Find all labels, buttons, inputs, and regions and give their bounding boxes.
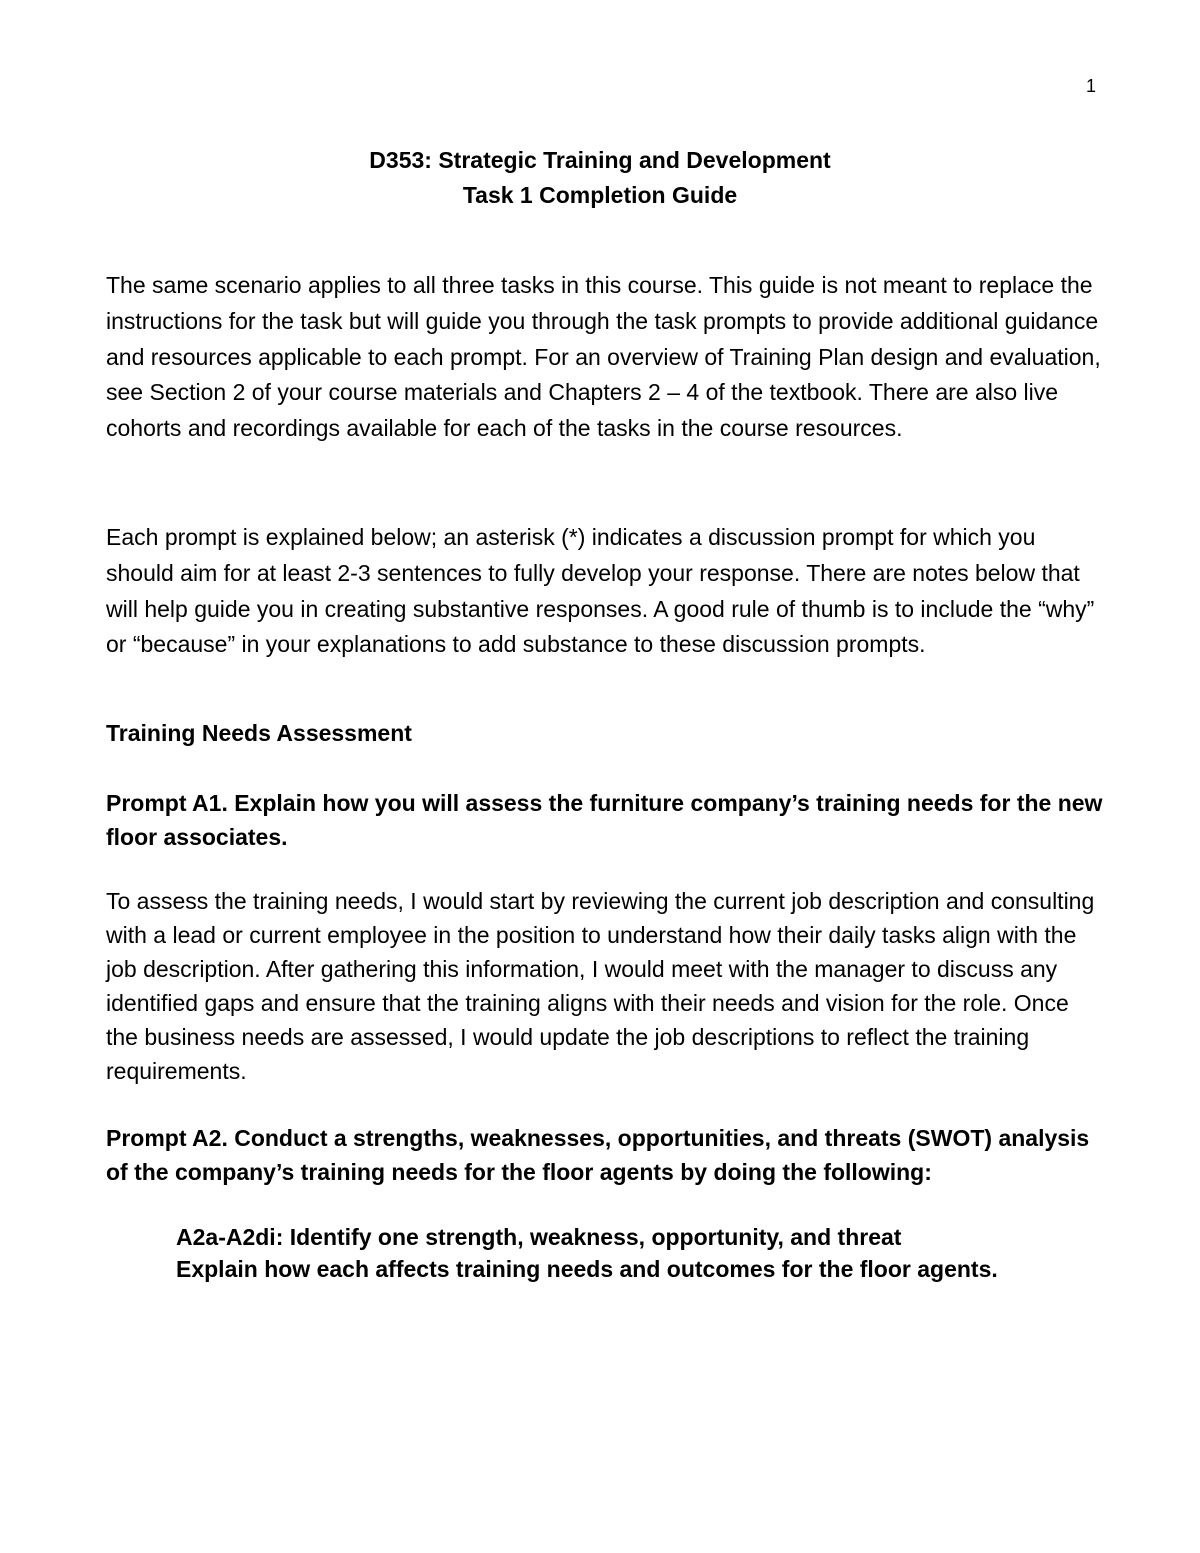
answer-a1-paragraph: To assess the training needs, I would start by reviewing the current job description and consulting with a lead or current employee in the position to understand how their daily tasks align with the job description. After gathering this information, I would meet with the manager to discuss any identified gaps and ensure that the training aligns with their needs and vision for the role. Once the business needs are assessed, I would update the job descriptions to reflect the training requirements. [106,888,1095,1084]
title-line-course: D353: Strategic Training and Development [369,147,831,173]
note-paragraph: Each prompt is explained below; an asterisk (*) indicates a discussion prompt for which you should aim for at least 2-3 sentences to fully develop your response. There are notes below that will help guide you in creating substantive responses. A good rule of thumb is to include the “why” or “because” in your explanations to add substance to these discussion prompts. [106,524,1095,658]
section-heading: Training Needs Assessment [106,720,412,746]
prompt-a1: Prompt A1. Explain how you will assess the furniture company’s training needs for the new floor associates. [106,790,1103,850]
document-title [0,143,1200,213]
prompt-a2: Prompt A2. Conduct a strengths, weaknesses, opportunities, and threats (SWOT) analysis of the company’s training needs for the floor agents by doing the following: [106,1125,1090,1185]
sub-prompt-a2a [176,1221,1106,1285]
intro-paragraph: The same scenario applies to all three tasks in this course. This guide is not meant to replace the instructions for the task but will guide you through the task prompts to provide additional guidance and resources applicable to each prompt. For an overview of Training Plan design and evaluation, see Section 2 of your course materials and Chapters 2 – 4 of the textbook. There are also live cohorts and recordings available for each of the tasks in the course resources. [106,272,1101,442]
sub-prompt-line-explain: Explain how each affects training needs and outcomes for the floor agents. [176,1256,998,1282]
sub-prompt-line-identify: A2a-A2di: Identify one strength, weakness, opportunity, and threat [176,1224,902,1250]
title-line-guide: Task 1 Completion Guide [462,182,738,208]
page-number: 1 [1085,76,1096,96]
